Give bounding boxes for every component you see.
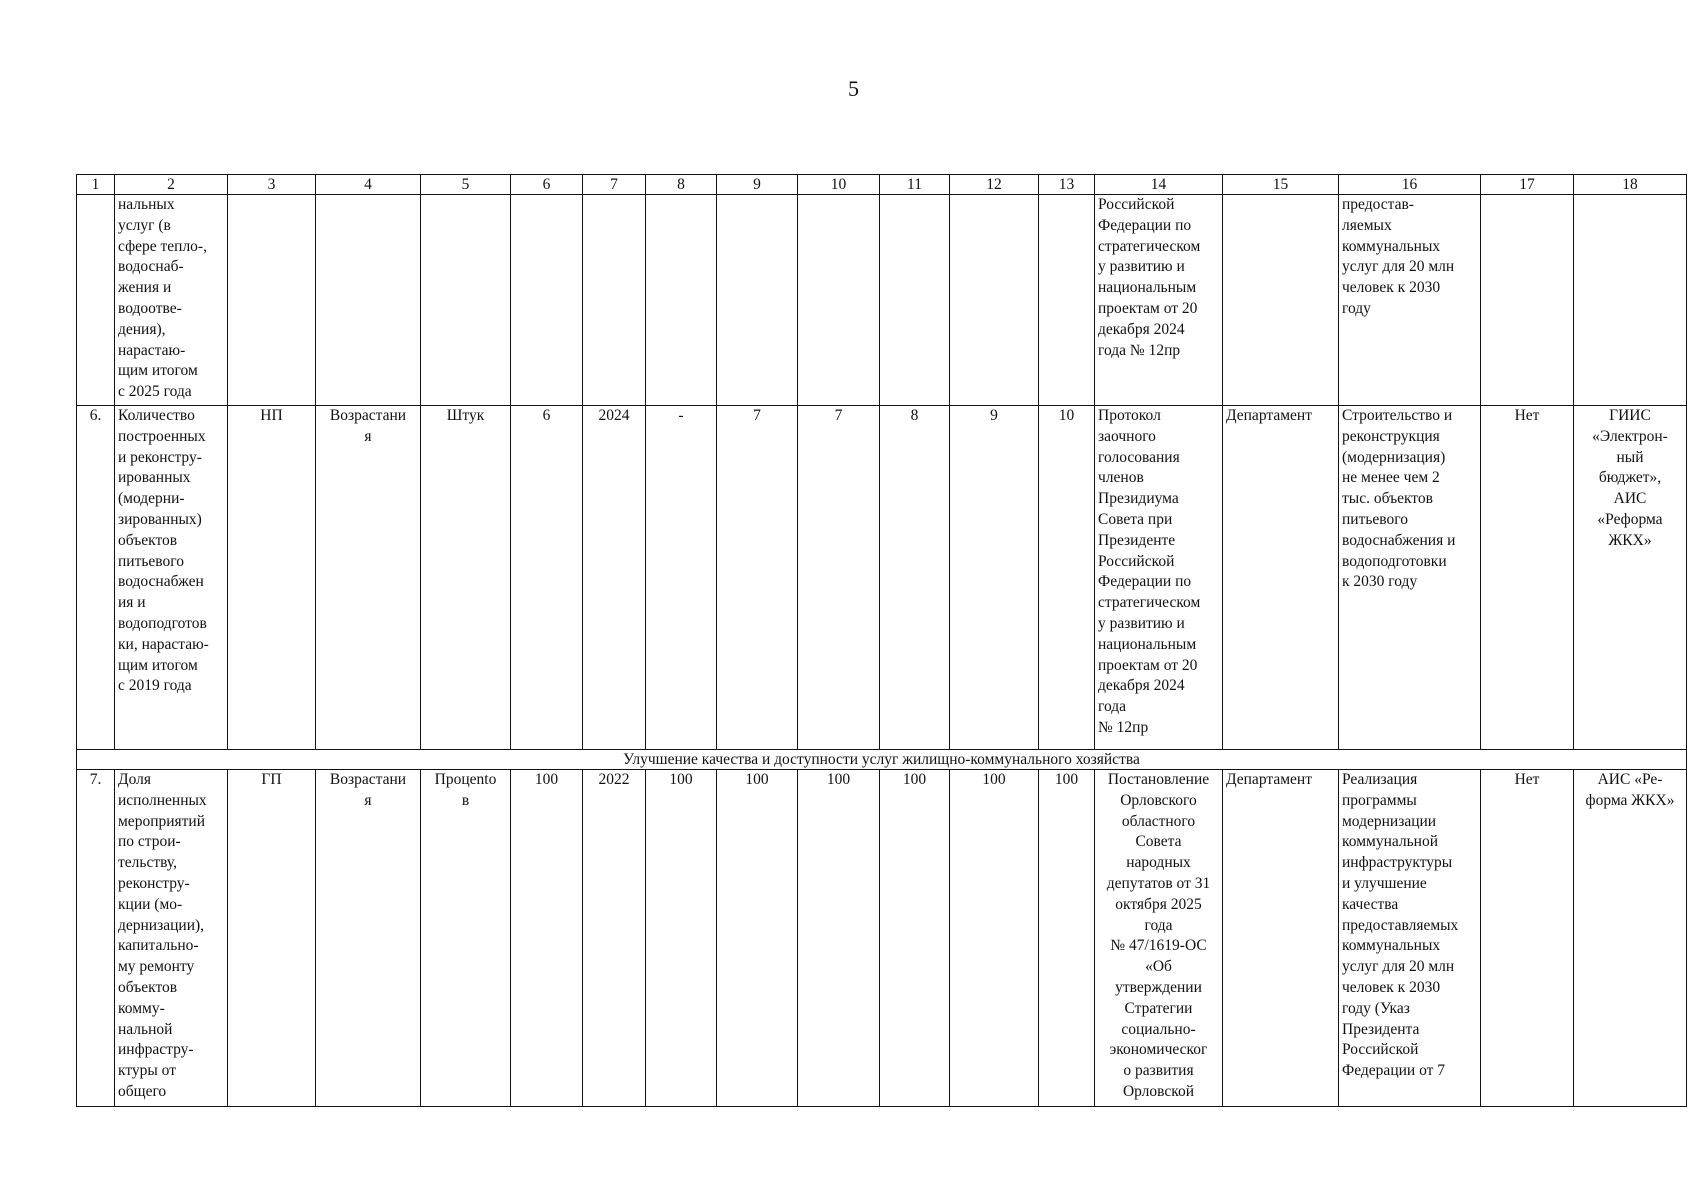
base-value-cell: 6 — [511, 406, 583, 750]
column-header: 13 — [1039, 175, 1095, 195]
link-cell: предостав- ляемых коммунальных услуг для 20 млн человек к 2030 году — [1339, 195, 1481, 406]
document-cell: Протокол заочного голосования членов Президиума Совета при Президенте Российской Федерации по стратегическом у развитию и национальным проектам от 20 декабря 2024 года № 12пр — [1095, 406, 1223, 750]
system-cell: ГИИС «Электрон- ный бюджет», АИС «Реформа ЖКХ» — [1574, 406, 1687, 750]
value-cell: 7 — [717, 406, 798, 750]
empty-cell — [646, 195, 717, 406]
column-header: 7 — [583, 175, 646, 195]
value-cell: 9 — [950, 406, 1039, 750]
empty-cell — [1223, 195, 1339, 406]
value-cell: 8 — [880, 406, 950, 750]
system-cell: АИС «Ре- форма ЖКХ» — [1574, 770, 1687, 1107]
direction-cell: Возрастани я — [316, 406, 421, 750]
column-header: 18 — [1574, 175, 1687, 195]
direction-cell: Возрастани я — [316, 770, 421, 1107]
unit-cell: Штук — [421, 406, 511, 750]
column-header: 5 — [421, 175, 511, 195]
unit-cell: Процento в — [421, 770, 511, 1107]
empty-cell — [583, 195, 646, 406]
column-header: 9 — [717, 175, 798, 195]
value-cell: 100 — [880, 770, 950, 1107]
column-header: 17 — [1481, 175, 1574, 195]
section-title: Улучшение качества и доступности услуг жилищно-коммунального хозяйства — [77, 750, 1687, 770]
table-row — [77, 770, 1687, 1107]
row-number: 7. — [77, 770, 115, 1107]
value-cell: 10 — [1039, 406, 1095, 750]
column-header: 2 — [115, 175, 228, 195]
empty-cell — [1039, 195, 1095, 406]
level-cell: НП — [228, 406, 316, 750]
flag-cell: Нет — [1481, 770, 1574, 1107]
table-row — [77, 406, 1687, 750]
level-cell: ГП — [228, 770, 316, 1107]
value-cell: 100 — [1039, 770, 1095, 1107]
empty-cell — [421, 195, 511, 406]
base-value-cell: 100 — [511, 770, 583, 1107]
empty-cell — [77, 195, 115, 406]
column-header: 8 — [646, 175, 717, 195]
indicator-name-cell: Доля исполненных мероприятий по строи- тельству, реконстру- кции (мо- дернизации), капитально- му ремонту объектов комму- нальной инфрастру- ктуры от общего — [115, 770, 228, 1107]
column-header: 3 — [228, 175, 316, 195]
column-header: 14 — [1095, 175, 1223, 195]
empty-cell — [950, 195, 1039, 406]
page-number: 5 — [848, 76, 859, 101]
flag-cell: Нет — [1481, 406, 1574, 750]
column-header: 10 — [798, 175, 880, 195]
column-header: 15 — [1223, 175, 1339, 195]
column-header: 1 — [77, 175, 115, 195]
link-cell: Строительство и реконструкция (модернизация) не менее чем 2 тыс. объектов питьевого водоснабжения и водоподготовки к 2030 году — [1339, 406, 1481, 750]
continuation-row — [77, 195, 1687, 406]
responsible-cell: Департамент — [1223, 770, 1339, 1107]
empty-cell — [228, 195, 316, 406]
value-cell: 100 — [950, 770, 1039, 1107]
value-cell: - — [646, 406, 717, 750]
empty-cell — [717, 195, 798, 406]
indicator-name-cell: Количество построенных и реконстру- ированных (модерни- зированных) объектов питьевого водоснабжен ия и водоподготов ки, нарастаю- щим итогом с 2019 года — [115, 406, 228, 750]
value-cell: 100 — [646, 770, 717, 1107]
responsible-cell: Департамент — [1223, 406, 1339, 750]
base-year-cell: 2022 — [583, 770, 646, 1107]
column-header: 11 — [880, 175, 950, 195]
empty-cell — [1574, 195, 1687, 406]
empty-cell — [880, 195, 950, 406]
column-header: 4 — [316, 175, 421, 195]
document-cell: Постановление Орловского областного Совета народных депутатов от 31 октября 2025 года № 47/1619-ОС «Об утверждении Стратегии социально- экономическог о развития Орловской — [1095, 770, 1223, 1107]
column-header: 12 — [950, 175, 1039, 195]
column-header: 16 — [1339, 175, 1481, 195]
column-number-row — [77, 175, 1687, 195]
row-number: 6. — [77, 406, 115, 750]
empty-cell — [316, 195, 421, 406]
document-cell: Российской Федерации по стратегическом у развитию и национальным проектам от 20 декабря 2024 года № 12пр — [1095, 195, 1223, 406]
indicator-name-cell: нальных услуг (в сфере тепло-, водоснаб- жения и водоотве- дения), нарастаю- щим итогом с 2025 года — [115, 195, 228, 406]
value-cell: 100 — [798, 770, 880, 1107]
link-cell: Реализация программы модернизации коммунальной инфраструктуры и улучшение качества предоставляемых коммунальных услуг для 20 млн человек к 2030 году (Указ Президента Российской Федерации от 7 — [1339, 770, 1481, 1107]
base-year-cell: 2024 — [583, 406, 646, 750]
empty-cell — [1481, 195, 1574, 406]
empty-cell — [511, 195, 583, 406]
value-cell: 7 — [798, 406, 880, 750]
section-header-row — [77, 750, 1687, 770]
column-header: 6 — [511, 175, 583, 195]
indicators-table — [76, 174, 1687, 1107]
value-cell: 100 — [717, 770, 798, 1107]
empty-cell — [798, 195, 880, 406]
